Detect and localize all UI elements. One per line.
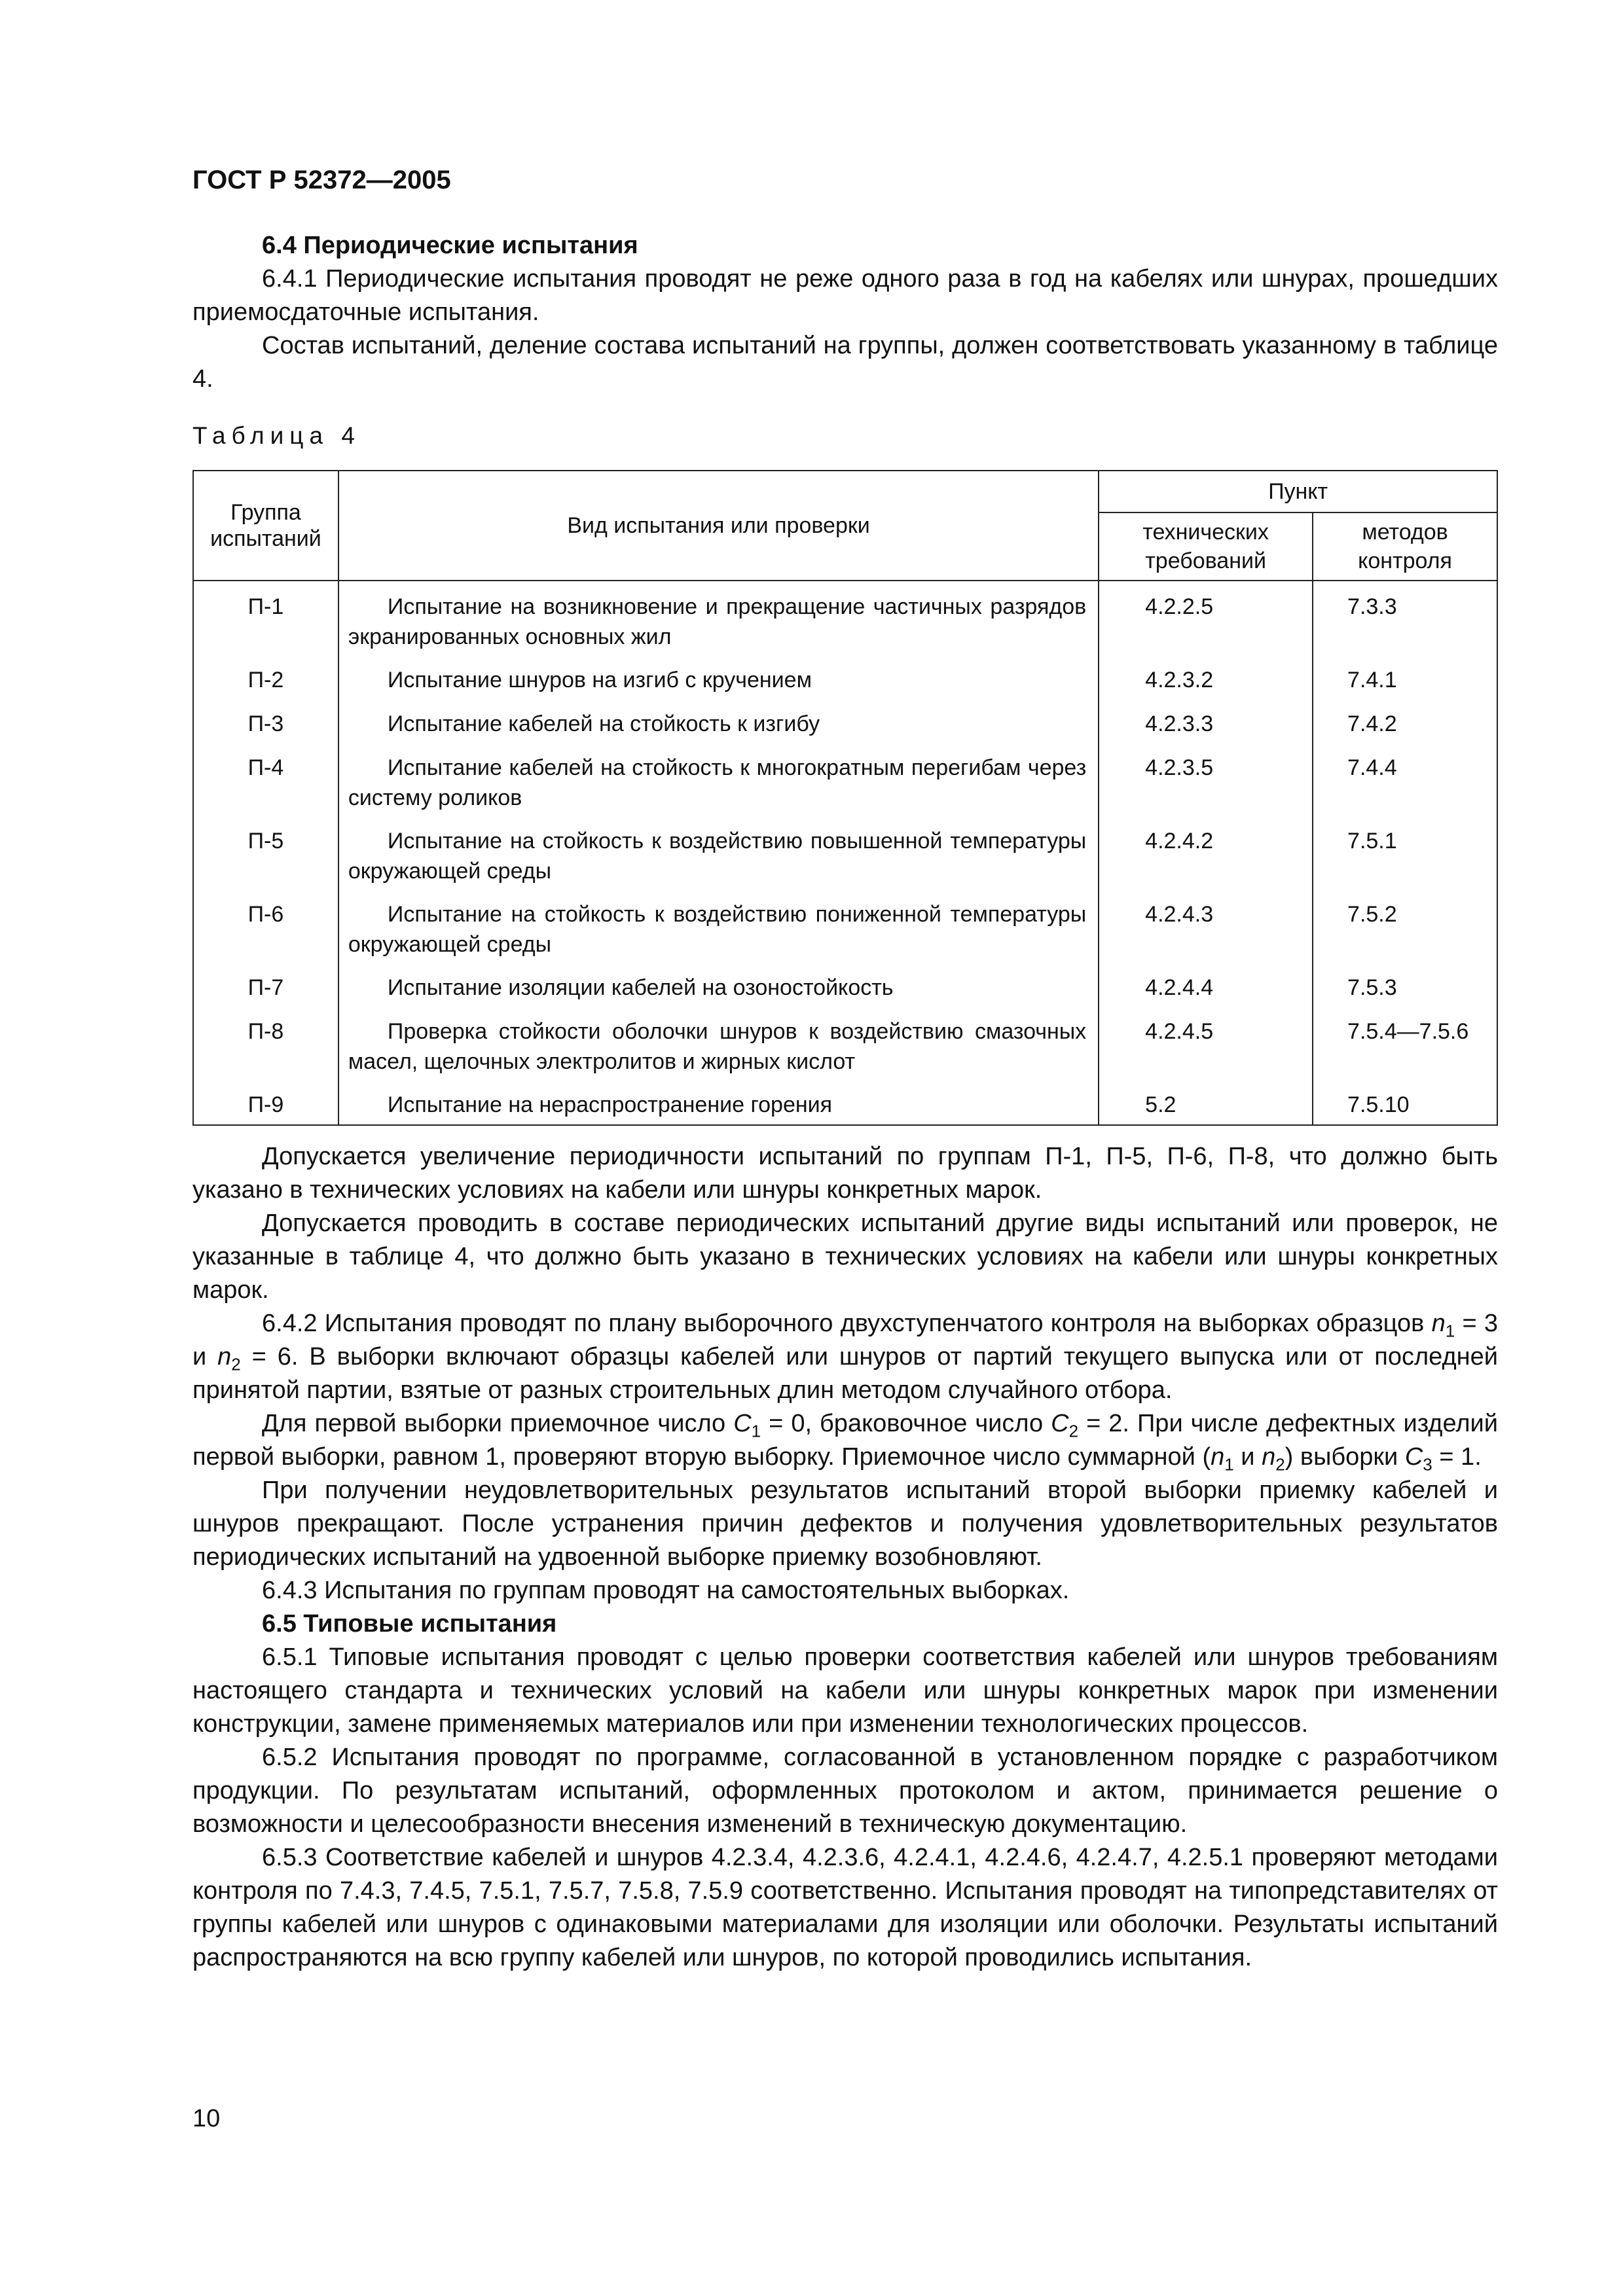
section-6-5-title: 6.5 Типовые испытания xyxy=(262,1610,557,1638)
table-row xyxy=(193,742,1497,816)
header-point: Пункт xyxy=(1099,471,1497,512)
cell-group: П-5 xyxy=(193,816,338,889)
paragraph-other-tests: Допускается проводить в составе периодических испытаний другие виды испытаний или проверок, не указанные в таблице 4, что должно быть указано в технических условиях на кабели или шнуры конкретных марок. xyxy=(192,1210,1498,1304)
table-caption: Таблица 4 xyxy=(192,422,361,449)
header-tech-requirements: технических требований xyxy=(1099,512,1313,581)
cell-kind: Испытание шнуров на изгиб с кручением xyxy=(338,655,1099,698)
header-group: Группа испытаний xyxy=(193,471,338,581)
cell-kind: Испытание на стойкость к воздействию повышенной температуры окружающей среды xyxy=(338,816,1099,889)
paragraph-acceptance-numbers: Для первой выборки приемочное число $C_1 = 0$, браковочное число $C_2 = 2$. При числе дефектных изделий первой выборки, равном 1, проверяют вторую выборку. Приемочное число суммарной ($n_1$ и $n_2$) выборки $C_3 = 1$. xyxy=(192,1410,1498,1475)
cell-group: П-2 xyxy=(193,655,338,698)
table-row xyxy=(193,698,1497,742)
cell-group: П-9 xyxy=(193,1079,338,1125)
cell-tech: 4.2.3.2 xyxy=(1099,655,1313,698)
paragraph-6-5-1: 6.5.1 Типовые испытания проводят с целью проверки соответствия кабелей или шнуров требованиям настоящего стандарта и технических условий на кабели или шнуры конкретных марок при изменении конструкции, замене применяемых материалов или при изменении технологических процессов. xyxy=(192,1643,1498,1738)
cell-methods: 7.4.2 xyxy=(1313,698,1497,742)
document-header: ГОСТ Р 52372—2005 xyxy=(192,166,451,194)
cell-methods: 7.5.3 xyxy=(1313,962,1497,1006)
cell-group: П-3 xyxy=(193,698,338,742)
cell-kind: Испытание на возникновение и прекращение частичных разрядов экранированных основных жил xyxy=(338,581,1099,655)
cell-kind: Испытание на стойкость к воздействию пониженной температуры окружающей среды xyxy=(338,889,1099,962)
cell-tech: 4.2.4.4 xyxy=(1099,962,1313,1006)
table-row xyxy=(193,889,1497,962)
header-control-methods: методов контроля xyxy=(1313,512,1497,581)
paragraph-6-5-3: 6.5.3 Соответствие кабелей и шнуров 4.2.3.4, 4.2.3.6, 4.2.4.1, 4.2.4.6, 4.2.4.7, 4.2.5.1 проверяют методами контроля по 7.4.3, 7.4.5, 7.5.1, 7.5.7, 7.5.8, 7.5.9 соответственно. Испытания проводят на типопредставителях от группы кабелей или шнуров с одинаковыми материалами для изоляции или оболочки. Результаты испытаний распространяются на всю группу кабелей или шнуров, по которой проводились испытания. xyxy=(192,1844,1498,1971)
cell-group: П-8 xyxy=(193,1006,338,1079)
cell-methods: 7.5.2 xyxy=(1313,889,1497,962)
paragraph-periodicity: Допускается увеличение периодичности испытаний по группам П-1, П-5, П-6, П-8, что должно быть указано в технических условиях на кабели или шнуры конкретных марок. xyxy=(192,1143,1498,1204)
cell-methods: 7.4.4 xyxy=(1313,742,1497,816)
paragraph-6-5-2: 6.5.2 Испытания проводят по программе, согласованной в установленном порядке с разработчиком продукции. По результатам испытаний, оформленных протоколом и актом, принимается решение о возможности и целесообразности внесения изменений в техническую документацию. xyxy=(192,1744,1498,1838)
cell-methods: 7.5.10 xyxy=(1313,1079,1497,1125)
page-number: 10 xyxy=(192,2105,221,2132)
paragraph-unsatisfactory-results: При получении неудовлетворительных результатов испытаний второй выборки приемку кабелей и шнуров прекращают. После устранения причин дефектов и получения удовлетворительных результатов периодических испытаний на удвоенной выборке приемку возобновляют. xyxy=(192,1477,1498,1571)
table-row xyxy=(193,1006,1497,1079)
cell-group: П-4 xyxy=(193,742,338,816)
cell-methods: 7.5.4—7.5.6 xyxy=(1313,1006,1497,1079)
cell-kind: Испытание изоляции кабелей на озоностойкость xyxy=(338,962,1099,1006)
cell-group: П-7 xyxy=(193,962,338,1006)
cell-kind: Проверка стойкости оболочки шнуров к воздействию смазочных масел, щелочных электролитов и жирных кислот xyxy=(338,1006,1099,1079)
cell-kind: Испытание на нераспространение горения xyxy=(338,1079,1099,1125)
table-row xyxy=(193,655,1497,698)
section-6-4-title: 6.4 Периодические испытания xyxy=(262,232,638,259)
paragraph-6-4-1: 6.4.1 Периодические испытания проводят не реже одного раза в год на кабелях или шнурах, прошедших приемосдаточные испытания. xyxy=(192,265,1498,326)
header-kind: Вид испытания или проверки xyxy=(338,471,1099,581)
cell-group: П-6 xyxy=(193,889,338,962)
cell-tech: 4.2.3.5 xyxy=(1099,742,1313,816)
cell-tech: 4.2.4.5 xyxy=(1099,1006,1313,1079)
paragraph-table-reference: Состав испытаний, деление состава испытаний на группы, должен соответствовать указанному в таблице 4. xyxy=(192,332,1498,393)
paragraph-6-4-2: 6.4.2 Испытания проводят по плану выборочного двухступенчатого контроля на выборках образцов $n_1 = 3$ и $n_2 = 6$. В выборки включают образцы кабелей или шнуров от партий текущего выпуска или от последней принятой партии, взятые от разных строительных длин методом случайного отбора. xyxy=(192,1310,1498,1404)
cell-methods: 7.5.1 xyxy=(1313,816,1497,889)
tests-table xyxy=(192,470,1498,1126)
section-6-4 xyxy=(192,229,1498,396)
cell-tech: 4.2.2.5 xyxy=(1099,581,1313,655)
cell-tech: 4.2.4.2 xyxy=(1099,816,1313,889)
cell-group: П-1 xyxy=(193,581,338,655)
cell-tech: 5.2 xyxy=(1099,1079,1313,1125)
cell-methods: 7.3.3 xyxy=(1313,581,1497,655)
paragraph-6-4-3: 6.4.3 Испытания по группам проводят на самостоятельных выборках. xyxy=(262,1577,1070,1604)
table-row xyxy=(193,816,1497,889)
cell-tech: 4.2.4.3 xyxy=(1099,889,1313,962)
table-row xyxy=(193,1079,1497,1125)
cell-tech: 4.2.3.3 xyxy=(1099,698,1313,742)
cell-methods: 7.4.1 xyxy=(1313,655,1497,698)
cell-kind: Испытание кабелей на стойкость к многократным перегибам через систему роликов xyxy=(338,742,1099,816)
table-row xyxy=(193,962,1497,1006)
table-row xyxy=(193,581,1497,655)
text-after-table xyxy=(192,1140,1498,1975)
cell-kind: Испытание кабелей на стойкость к изгибу xyxy=(338,698,1099,742)
